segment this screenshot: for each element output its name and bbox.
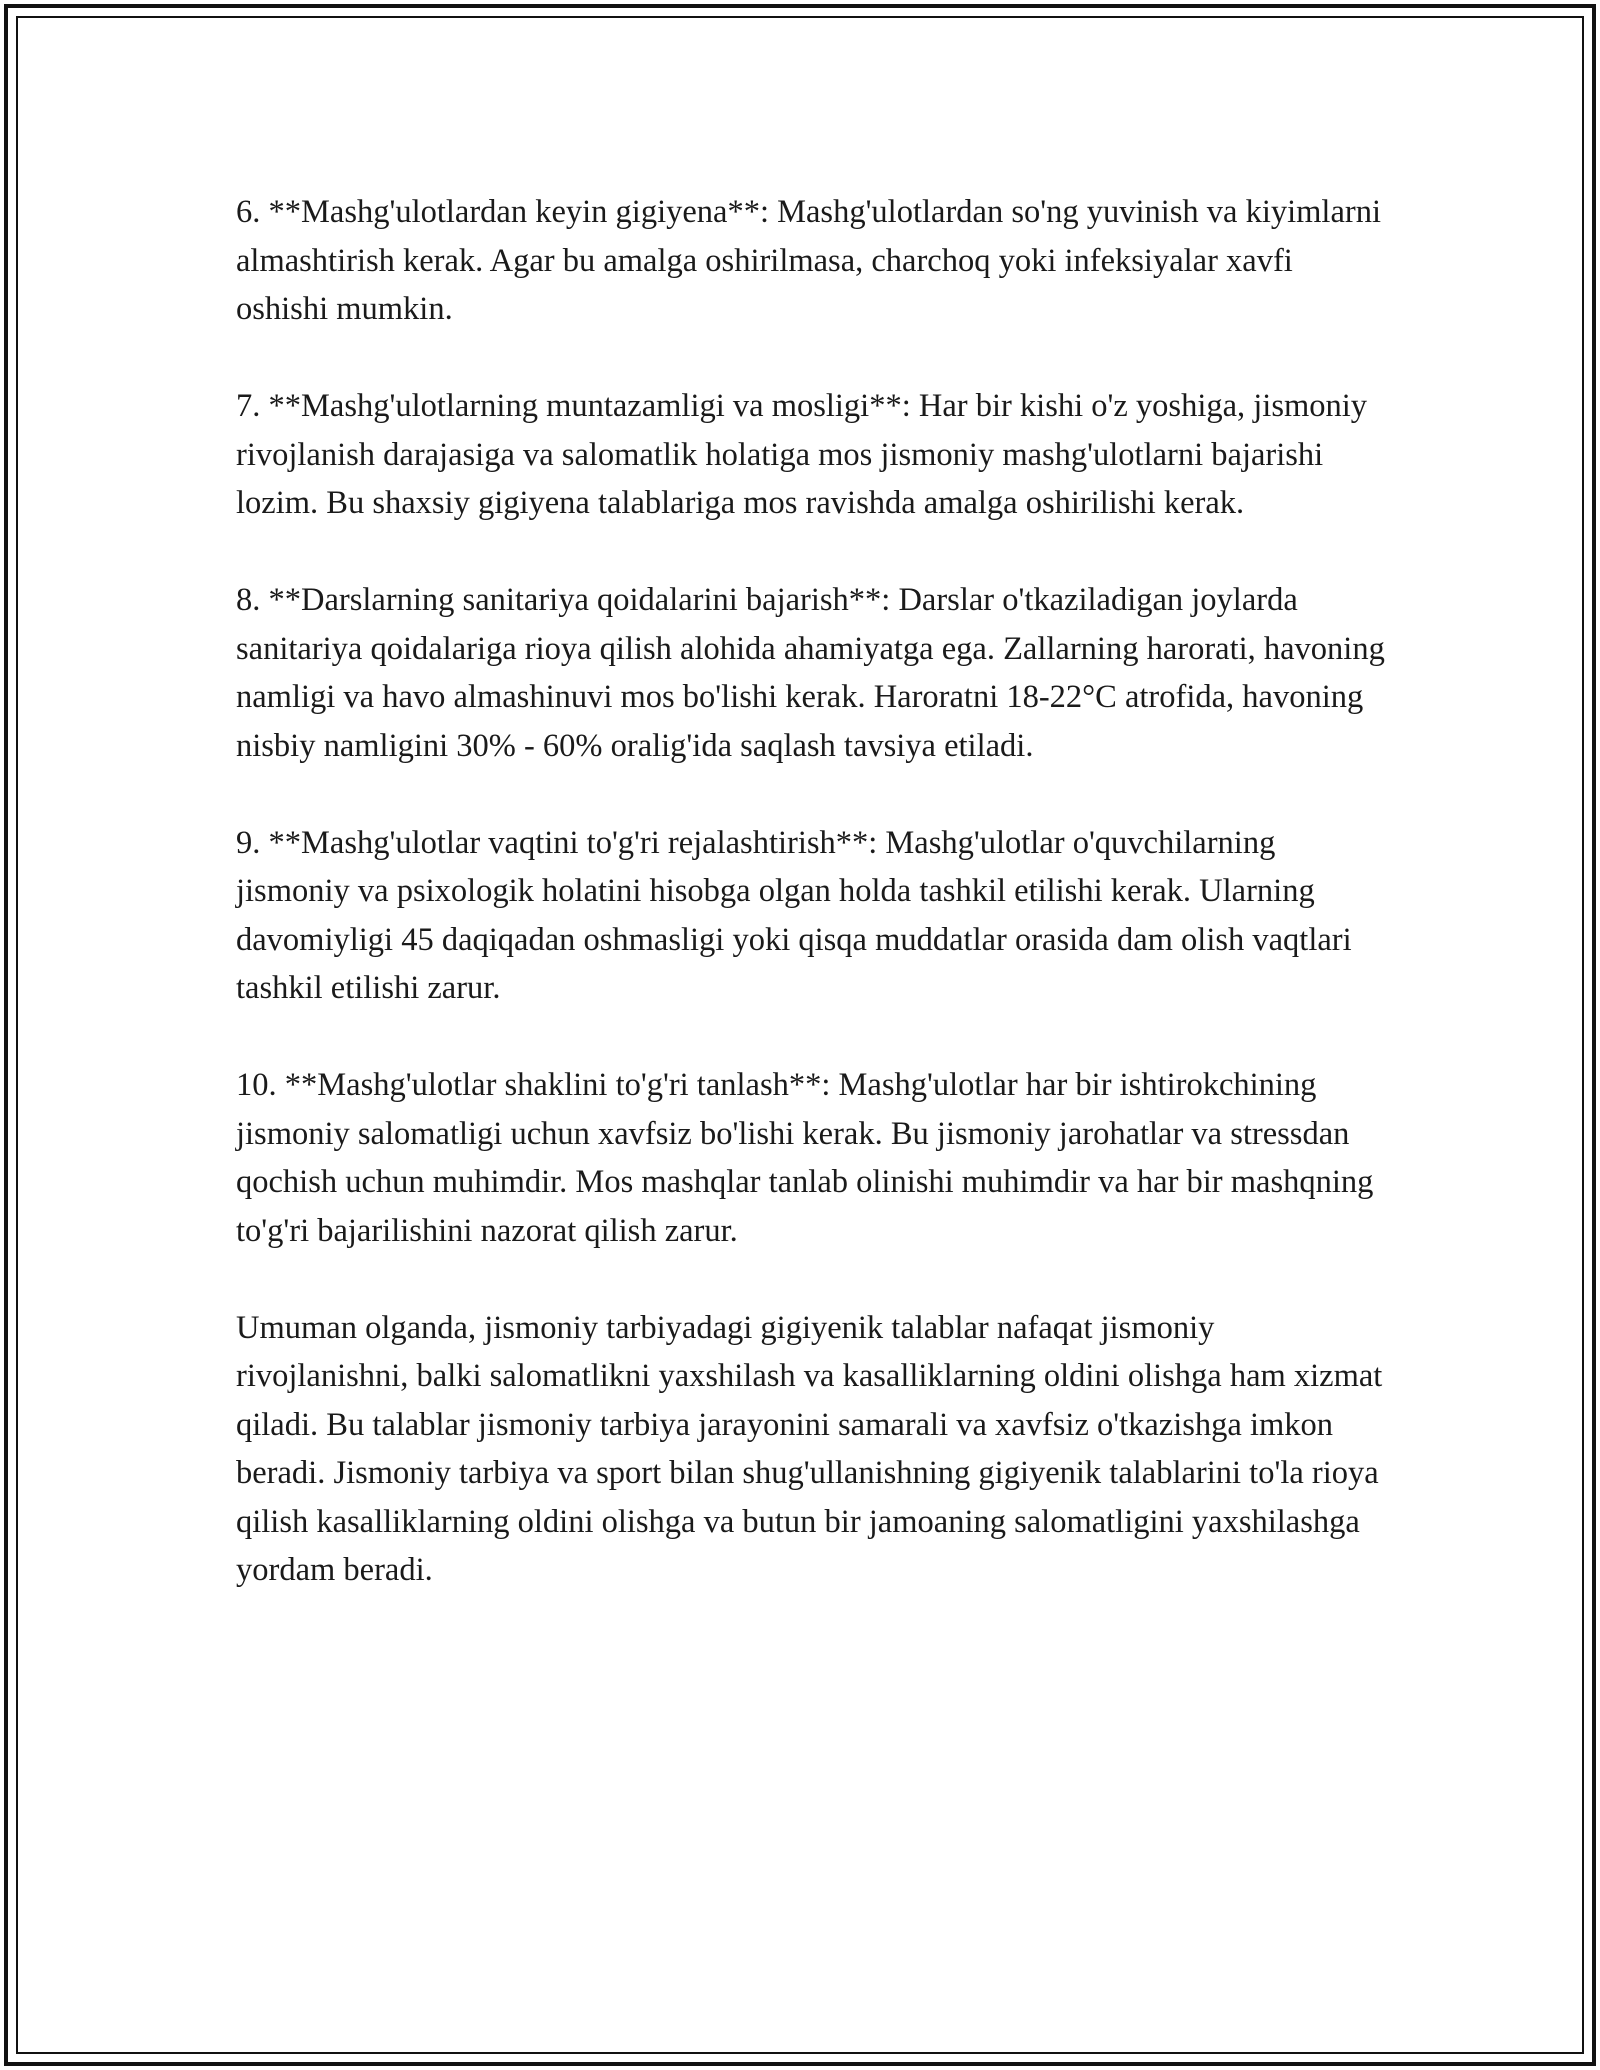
- paragraph-item-9: 9. **Mashg'ulotlar vaqtini to'g'ri rejalashtirish**: Mashg'ulotlar o'quvchilarning jismoniy va psixologik holatini hisobga olgan holda tashkil etilishi kerak. Ularning davomiyligi 45 daqiqadan oshmasligi yoki qisqa muddatlar orasida dam olish vaqtlari tashkil etilishi zarur.: [236, 824, 1352, 1006]
- paragraph-item-10: 10. **Mashg'ulotlar shaklini to'g'ri tanlash**: Mashg'ulotlar har bir ishtirokchining jismoniy salomatligi uchun xavfsiz bo'lishi kerak. Bu jismoniy jarohatlar va stressdan qochish uchun muhimdir. Mos mashqlar tanlab olinishi muhimdir va har bir mashqning to'g'ri bajarilishini nazorat qilish zarur.: [236, 1067, 1374, 1249]
- document-body: [236, 188, 1386, 1643]
- paragraph-item-8: 8. **Darslarning sanitariya qoidalarini bajarish**: Darslar o'tkaziladigan joylarda sanitariya qoidalariga rioya qilish alohida ahamiyatga ega. Zallarning harorati, havoning namligi va havo almashinuvi mos bo'lishi kerak. Haroratni 18-22°C atrofida, havoning nisbiy namligini 30% - 60% oralig'ida saqlash tavsiya etiladi.: [236, 582, 1385, 764]
- paragraph-item-6: 6. **Mashg'ulotlardan keyin gigiyena**: Mashg'ulotlardan so'ng yuvinish va kiyimlarni almashtirish kerak. Agar bu amalga oshirilmasa, charchoq yoki infeksiyalar xavfi oshishi mumkin.: [236, 194, 1381, 327]
- paragraph-item-7: 7. **Mashg'ulotlarning muntazamligi va mosligi**: Har bir kishi o'z yoshiga, jismoniy rivojlanish darajasiga va salomatlik holatiga mos jismoniy mashg'ulotlarni bajarishi lozim. Bu shaxsiy gigiyena talablariga mos ravishda amalga oshirilishi kerak.: [236, 388, 1368, 521]
- paragraph-conclusion: Umuman olganda, jismoniy tarbiyadagi gigiyenik talablar nafaqat jismoniy rivojlanishni, balki salomatlikni yaxshilash va kasalliklarning oldini olishga ham xizmat qiladi. Bu talablar jismoniy tarbiya jarayonini samarali va xavfsiz o'tkazishga imkon beradi. Jismoniy tarbiya va sport bilan shug'ullanishning gigiyenik talablarini to'la rioya qilish kasalliklarning oldini olishga va butun bir jamoaning salomatligini yaxshilashga yordam beradi.: [236, 1309, 1383, 1588]
